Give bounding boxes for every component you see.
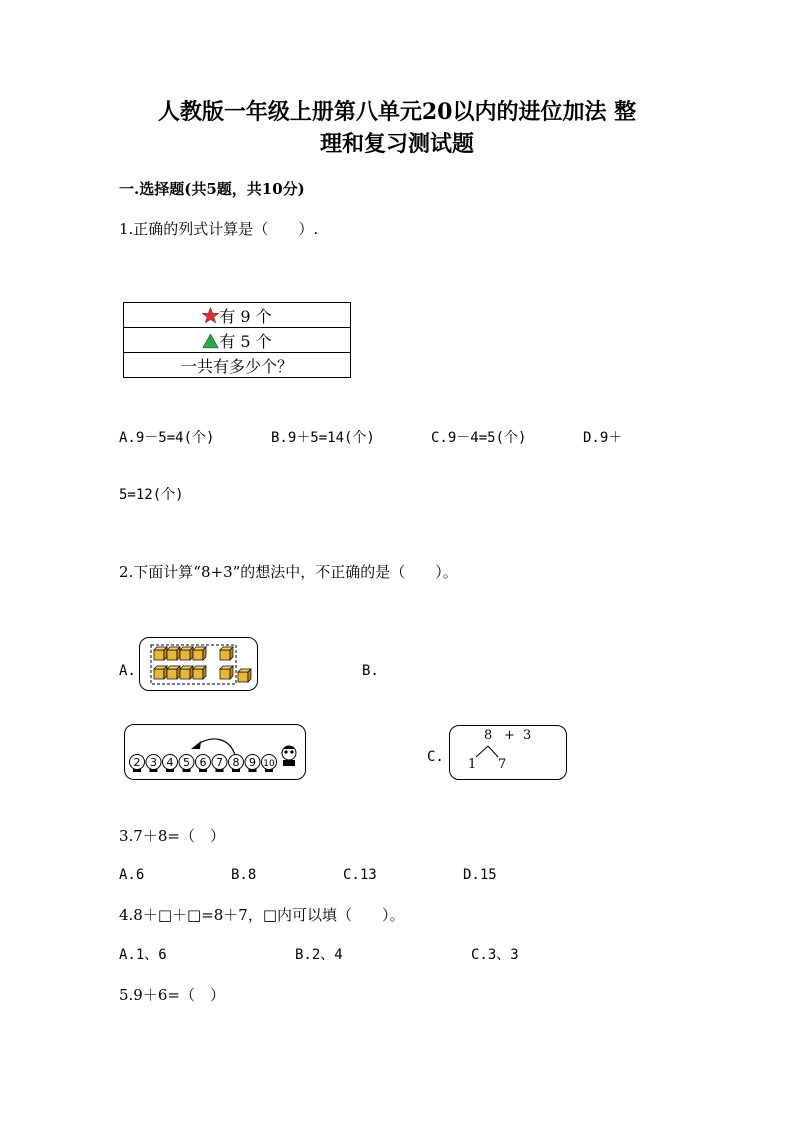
number-circle (146, 755, 161, 773)
q4-option-b[interactable]: B.2、4 (295, 947, 343, 963)
q1-option-a[interactable]: A.9－5=4(个) (119, 430, 215, 446)
svg-text:4: 4 (166, 756, 174, 769)
svg-text:7: 7 (216, 756, 223, 769)
arrow-curve (197, 739, 235, 755)
svg-text:8: 8 (232, 756, 240, 769)
tree-bottom-left: 1 (468, 757, 477, 772)
cube-icon (154, 666, 167, 679)
tree-bottom-right: 7 (498, 757, 507, 772)
number-circle (245, 755, 260, 773)
tree-top-right: 3 (523, 728, 532, 743)
triangle-icon (202, 333, 219, 349)
cube-icon (220, 666, 233, 679)
number-circle (130, 755, 145, 773)
cube-icon (180, 647, 193, 660)
cube-icon (193, 666, 206, 679)
q4-option-c[interactable]: C.3、3 (471, 947, 519, 963)
number-circle (163, 755, 178, 773)
q3-option-b[interactable]: B.8 (231, 867, 257, 883)
q3-option-a[interactable]: A.6 (119, 867, 145, 883)
svg-text:6: 6 (199, 756, 207, 769)
svg-text:10: 10 (263, 759, 275, 769)
q2-label-b[interactable]: B. (362, 663, 379, 679)
q2-label-a[interactable]: A. (119, 663, 136, 679)
cube-icon (154, 647, 167, 660)
cube-icon (238, 669, 251, 682)
person-icon (282, 746, 296, 766)
q2-number-line-picture (124, 724, 306, 780)
q4-stem: 4.8＋□＋□=8＋7，□内可以填（ ）。 (119, 906, 405, 924)
q1-option-b[interactable]: B.9＋5=14(个) (271, 430, 375, 446)
page-title-line1: 人教版一年级上册第八单元20以内的进位加法 整 (157, 99, 637, 125)
number-circle (212, 755, 227, 773)
tree-top-left: 8 (484, 728, 493, 743)
q5-stem: 5.9＋6=（ ） (119, 986, 225, 1004)
number-line-illustration (125, 725, 305, 779)
star-icon (202, 307, 219, 324)
svg-text:5: 5 (183, 756, 190, 769)
q2-cubes-picture (139, 637, 258, 691)
cube-icon (167, 647, 180, 660)
q1-table-row-triangle: 有 5 个 (124, 328, 351, 353)
q2-tree-picture (449, 725, 567, 780)
q1-option-c[interactable]: C.9－4=5(个) (431, 430, 527, 446)
q2-label-c[interactable]: C. (427, 749, 444, 765)
number-circle (179, 755, 194, 773)
cube-icon (180, 666, 193, 679)
q3-option-c[interactable]: C.13 (343, 867, 377, 883)
section-heading: 一.选择题(共5题，共10分) (119, 180, 305, 198)
number-circle (196, 755, 211, 773)
q1-option-d[interactable]: D.9＋ (583, 430, 623, 446)
q1-table-row-star: 有 9 个 (124, 303, 351, 328)
q4-option-a[interactable]: A.1、6 (119, 947, 167, 963)
q2-stem: 2.下面计算“8+3”的想法中，不正确的是（ ）。 (119, 563, 458, 581)
arrow-head-icon (191, 741, 201, 749)
page-title-line2: 理和复习测试题 (319, 131, 474, 157)
cubes-illustration (140, 638, 257, 690)
svg-text:3: 3 (150, 756, 157, 769)
q1-stem: 1.正确的列式计算是（ ）. (119, 220, 319, 238)
svg-text:9: 9 (249, 756, 256, 769)
q1-info-table (123, 302, 351, 378)
cube-icon (220, 647, 233, 660)
q1-table-row-question: 一共有多少个？ (124, 353, 351, 378)
q1-option-d-continued: 5=12(个) (119, 487, 184, 503)
q3-option-d[interactable]: D.15 (463, 867, 497, 883)
number-circle (229, 755, 244, 773)
cube-icon (167, 666, 180, 679)
cube-icon (193, 647, 206, 660)
q3-stem: 3.7＋8=（ ） (119, 827, 225, 845)
tree-plus: + (504, 728, 515, 743)
svg-text:2: 2 (133, 756, 141, 769)
number-circle (262, 755, 277, 773)
